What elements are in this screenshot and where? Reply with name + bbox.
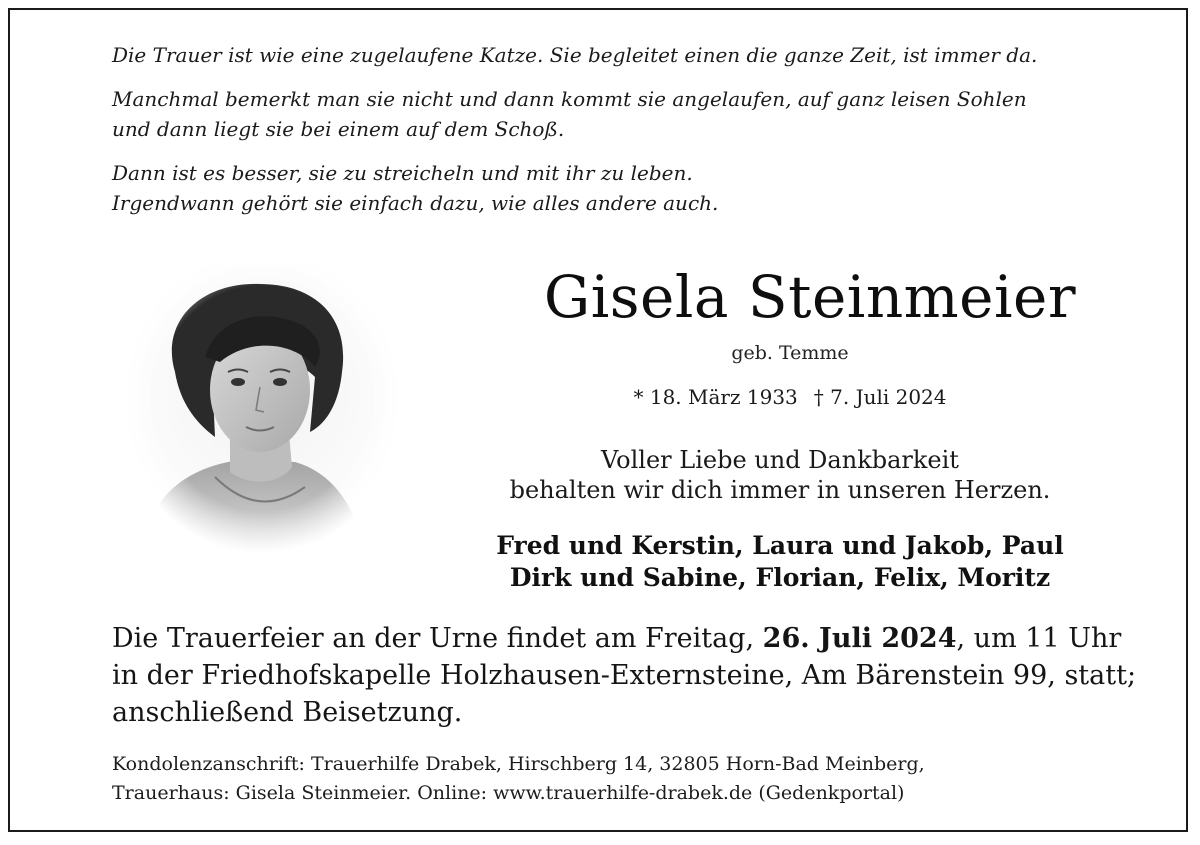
contact-info	[112, 750, 1182, 808]
poem-line: Die Trauer ist wie eine zugelaufene Katze. Sie begleitet einen die ganze Zeit, ist immer da.	[112, 43, 1038, 67]
poem-line: Manchmal bemerkt man sie nicht und dann kommt sie angelaufen, auf ganz leisen Sohlen	[112, 87, 1027, 111]
ceremony-time: , um 11 Uhr	[956, 623, 1122, 654]
poem-stanza-2	[112, 84, 1172, 144]
ceremony-announcement	[112, 620, 1182, 731]
life-dates	[580, 383, 1000, 411]
family-line: Dirk und Sabine, Florian, Felix, Moritz	[509, 563, 1051, 592]
poem-line: und dann liegt sie bei einem auf dem Schoß.	[112, 117, 565, 141]
ceremony-line	[112, 620, 1182, 657]
ceremony-line: in der Friedhofskapelle Holzhausen-Externsteine, Am Bärenstein 99, statt;	[112, 660, 1137, 691]
deceased-name: Gisela Steinmeier	[543, 263, 1077, 331]
death-date: † 7. Juli 2024	[813, 385, 947, 409]
birth-date: * 18. März 1933	[633, 385, 798, 409]
contact-line: Kondolenzanschrift: Trauerhilfe Drabek, Hirschberg 14, 32805 Horn-Bad Meinberg,	[112, 753, 925, 775]
poem-line: Dann ist es besser, sie zu streicheln und mit ihr zu leben.	[112, 161, 693, 185]
birth-name: geb. Temme	[731, 342, 849, 364]
poem-stanza-3	[112, 158, 1172, 218]
poem-line: Irgendwann gehört sie einfach dazu, wie alles andere auch.	[112, 191, 719, 215]
family-line: Fred und Kerstin, Laura und Jakob, Paul	[496, 531, 1064, 560]
tribute-line: Voller Liebe und Dankbarkeit	[601, 446, 959, 474]
tribute-text	[460, 445, 1100, 505]
family-names	[460, 530, 1100, 594]
contact-line: Trauerhaus: Gisela Steinmeier. Online: www.trauerhilfe-drabek.de (Gedenkportal)	[112, 782, 905, 804]
portrait-image	[120, 262, 405, 554]
poem-stanza-1	[112, 40, 1172, 70]
ceremony-text: Die Trauerfeier an der Urne findet am Freitag,	[112, 623, 763, 654]
portrait-photo	[120, 262, 405, 554]
tribute-line: behalten wir dich immer in unseren Herzen.	[509, 476, 1051, 504]
poem	[112, 40, 1172, 232]
ceremony-line: anschließend Beisetzung.	[112, 697, 463, 728]
ceremony-date: 26. Juli 2024	[762, 623, 957, 654]
